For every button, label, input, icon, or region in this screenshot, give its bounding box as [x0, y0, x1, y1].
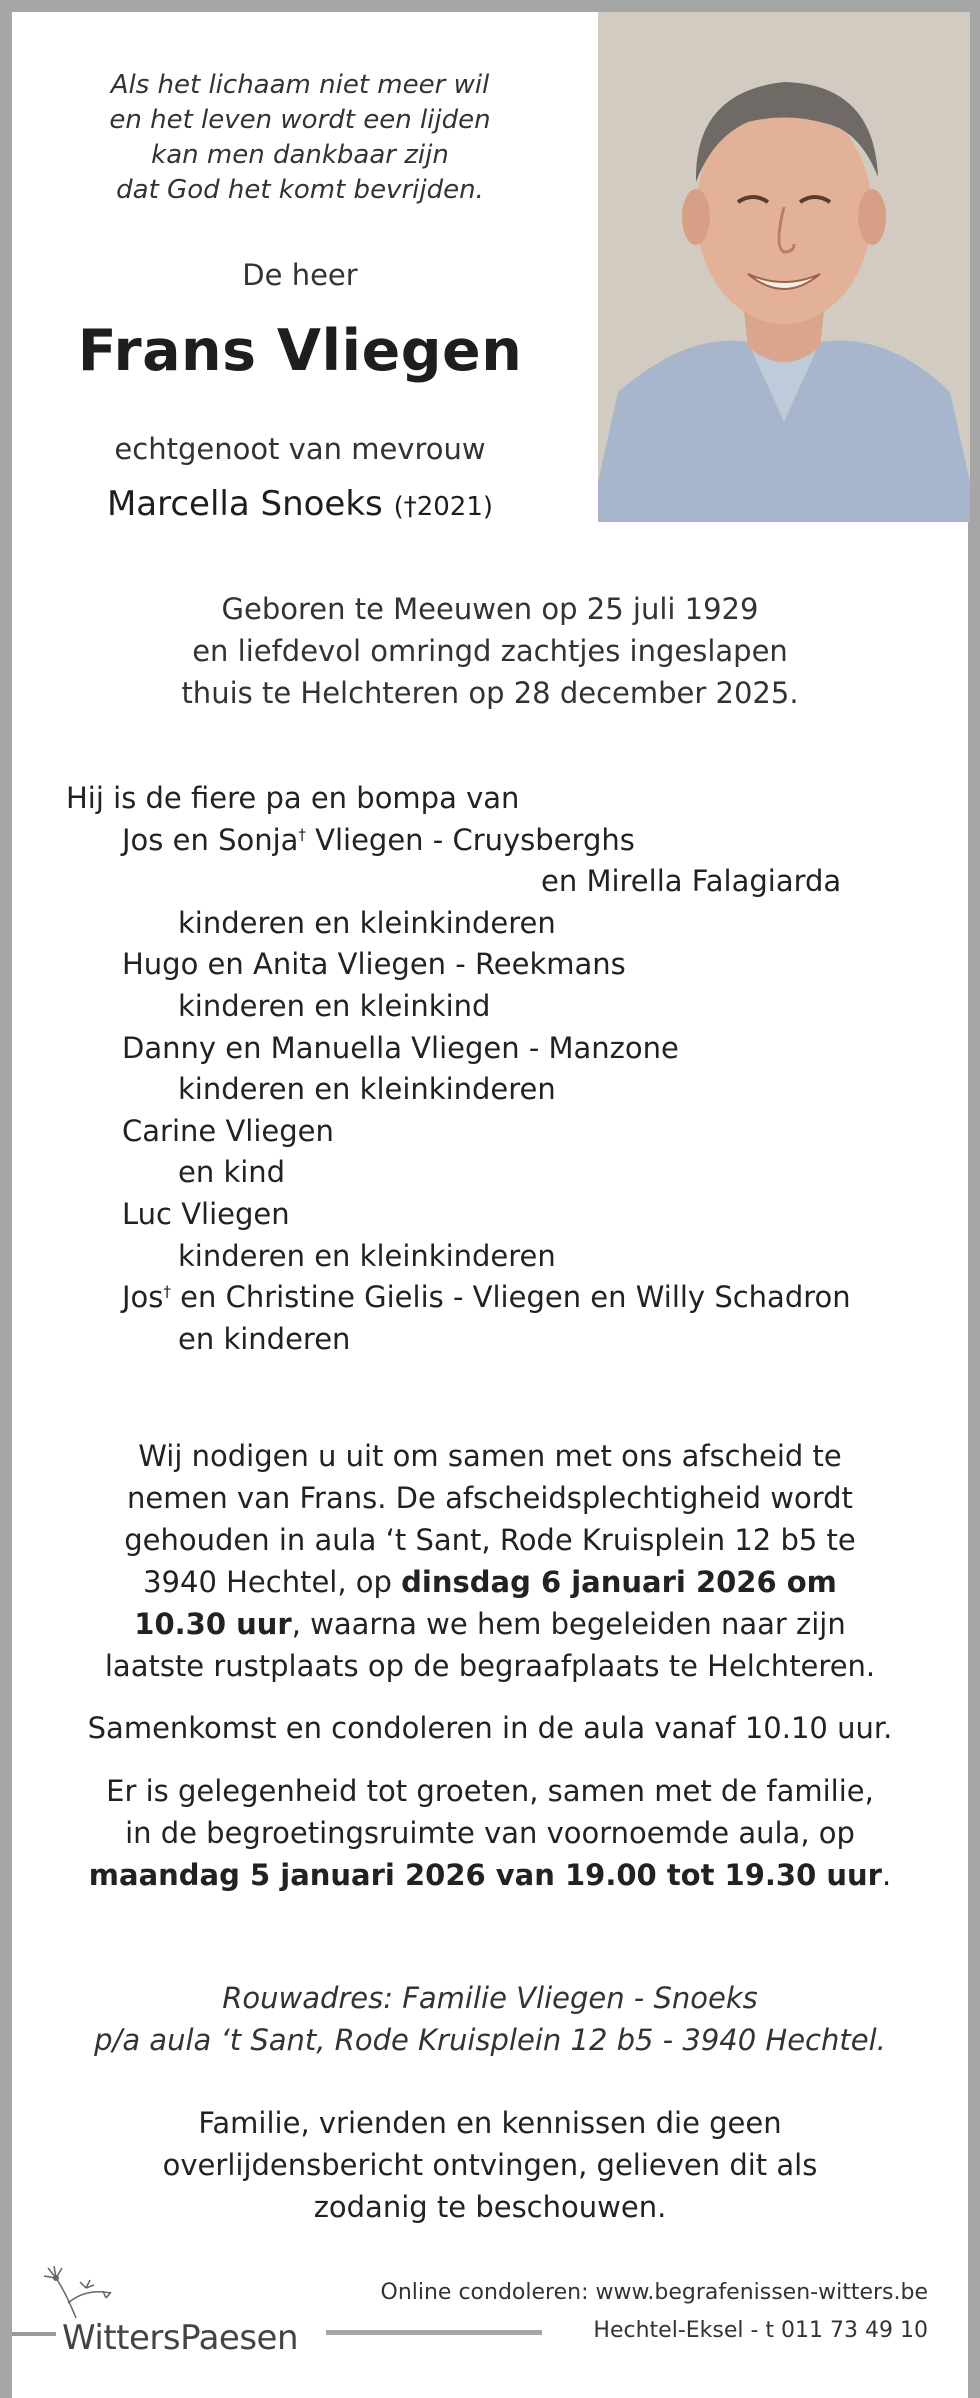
family-line: Hugo en Anita Vliegen - Reekmans — [122, 947, 626, 982]
notice-line: Familie, vrienden en kennissen die geen — [198, 2106, 782, 2140]
invite-line: laatste rustplaats op de begraafplaats te Helchteren. — [104, 1649, 876, 1683]
poem-line: dat God het komt bevrijden. — [116, 175, 484, 205]
ceremony-invitation — [40, 1435, 940, 1687]
dagger: † — [298, 824, 306, 843]
poem-line: en het leven wordt een lijden — [109, 105, 491, 135]
invite-time: 10.30 uur — [134, 1607, 292, 1641]
family-line: en kind — [178, 1155, 286, 1190]
poem — [40, 68, 560, 208]
family-text: Jos en Sonja — [122, 822, 299, 857]
portrait-photo — [598, 12, 970, 522]
greet-line: in de begroetingsruimte van voornoemde aula, op — [125, 1816, 855, 1850]
family-line: kinderen en kleinkinderen — [178, 1238, 556, 1273]
greet-date: maandag 5 januari 2026 van 19.00 tot 19.30 uur — [88, 1858, 882, 1892]
family-text: Jos — [122, 1280, 164, 1315]
birth-death-info — [12, 588, 968, 714]
poem-line: kan men dankbaar zijn — [151, 140, 449, 170]
info-line: thuis te Helchteren op 28 december 2025. — [181, 676, 799, 710]
gathering-info: Samenkomst en condoleren in de aula vanaf 10.10 uur. — [87, 1711, 893, 1745]
family-line — [66, 820, 966, 862]
spouse — [40, 484, 560, 524]
address-line: Rouwadres: Familie Vliegen - Snoeks — [222, 1981, 758, 2015]
notice-line: zodanig te beschouwen. — [313, 2190, 667, 2224]
invite-line: Wij nodigen u uit om samen met ons afscheid te — [138, 1439, 842, 1473]
greeting-info — [30, 1770, 950, 1896]
address-line: p/a aula ‘t Sant, Rode Kruisplein 12 b5 - 3940 Hechtel. — [94, 2023, 886, 2057]
family-line: kinderen en kleinkinderen — [178, 905, 556, 940]
family-text: en Christine Gielis - Vliegen en Willy Schadron — [170, 1280, 851, 1315]
logo-bar — [12, 2332, 56, 2336]
spouse-name: Marcella Snoeks — [106, 484, 383, 524]
deceased-name: Frans Vliegen — [77, 318, 523, 384]
invite-line — [40, 1603, 940, 1645]
invite-date: dinsdag 6 januari 2026 om — [401, 1565, 837, 1599]
online-condolences: Online condoleren: www.begrafenissen-witters.be — [380, 2280, 928, 2305]
dagger: † — [163, 1282, 171, 1301]
info-line: en liefdevol omringd zachtjes ingeslapen — [192, 634, 788, 668]
invite-text: , waarna we hem begeleiden naar zijn — [291, 1607, 846, 1641]
family-line: Luc Vliegen — [122, 1196, 290, 1231]
family-line: en kinderen — [178, 1321, 351, 1356]
greet-line: Er is gelegenheid tot groeten, samen met de familie, — [106, 1774, 874, 1808]
invite-line: nemen van Frans. De afscheidsplechtigheid wordt — [127, 1481, 853, 1515]
family-line: en Mirella Falagiarda — [541, 864, 842, 899]
notice — [40, 2102, 940, 2228]
family-line: Carine Vliegen — [122, 1113, 334, 1148]
footer-divider — [326, 2330, 542, 2335]
invite-text: 3940 Hechtel, op — [143, 1565, 402, 1599]
family-list — [66, 778, 966, 1360]
honorific: De heer — [242, 258, 358, 292]
mourning-address — [12, 1977, 968, 2061]
invite-line — [40, 1561, 940, 1603]
company-logo-text: WittersPaesen — [62, 2318, 298, 2358]
greet-line — [30, 1854, 950, 1896]
greet-text: . — [881, 1858, 892, 1892]
family-line: kinderen en kleinkinderen — [178, 1072, 556, 1107]
spouse-intro: echtgenoot van mevrouw — [114, 432, 486, 466]
family-intro: Hij is de fiere pa en bompa van — [66, 781, 520, 815]
info-line: Geboren te Meeuwen op 25 juli 1929 — [221, 592, 759, 626]
family-line: Danny en Manuella Vliegen - Manzone — [122, 1030, 679, 1065]
family-line — [66, 1277, 966, 1319]
contact-info: Hechtel-Eksel - t 011 73 49 10 — [593, 2318, 928, 2343]
poem-line: Als het lichaam niet meer wil — [110, 70, 490, 100]
invite-line: gehouden in aula ‘t Sant, Rode Kruisplein 12 b5 te — [124, 1523, 856, 1557]
spouse-death: (†2021) — [393, 492, 494, 522]
notice-line: overlijdensbericht ontvingen, gelieven dit als — [162, 2148, 818, 2182]
family-line: kinderen en kleinkind — [178, 988, 491, 1023]
family-text: Vliegen - Cruysberghs — [305, 822, 635, 857]
